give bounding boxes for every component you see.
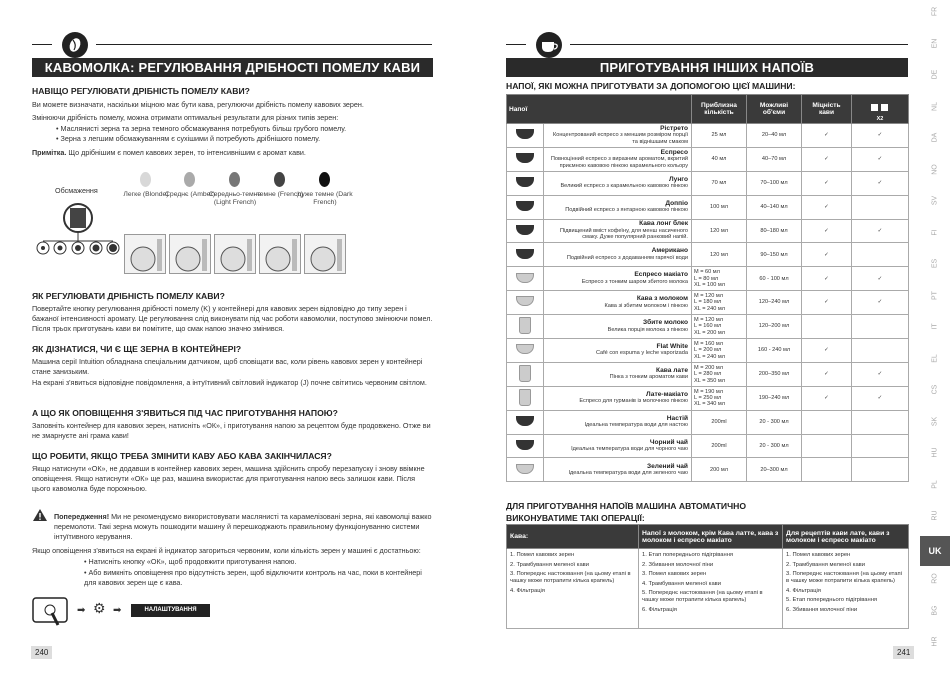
volume-cell: 160 - 240 мл	[747, 339, 802, 363]
drink-description: Великий еспресо з карамельною кавовою пінкою	[560, 183, 688, 190]
x2-cell	[852, 315, 909, 339]
grind-illustration	[304, 234, 346, 274]
drink-cell	[544, 291, 692, 315]
language-tab-sv[interactable]: SV	[931, 195, 939, 206]
drink-name: Кава лате	[656, 366, 688, 374]
section-heading: ЯК РЕГУЛЮВАТИ ДРІБНІСТЬ ПОМЕЛУ КАВИ?	[32, 291, 225, 301]
volume-cell: 80–180 мл	[747, 219, 802, 243]
quantity-cell: M = 120 мл L = 180 мл XL = 240 мл	[692, 291, 747, 315]
x2-cell: ✓	[852, 291, 909, 315]
left-page	[0, 0, 470, 674]
grind-illustration	[169, 234, 211, 274]
drink-description: Café con espuma y leche vaporizada	[595, 350, 688, 357]
volume-cell: 90–150 мл	[747, 243, 802, 267]
drink-description: Подвійний еспресо з янтарною кавовою пінкою	[565, 207, 688, 214]
section-heading: А ЩО ЯК ОПОВІЩЕННЯ З'ЯВИТЬСЯ ПІД ЧАС ПРИГОТУВАННЯ НАПОЮ?	[32, 408, 338, 418]
roast-name: Легке (Blonde)	[123, 191, 169, 198]
cup-icon	[516, 177, 534, 187]
roast-name: Середньо-темне (Light French)	[208, 191, 262, 206]
drink-description: Повноцінний еспресо з виразним ароматом, вкритий приємною кавовою пінкою карамельного кольору	[550, 156, 688, 169]
drink-cell	[544, 315, 692, 339]
arrow-icon: ➡	[77, 605, 86, 616]
cup-icon	[516, 201, 534, 211]
cup-icon	[516, 296, 534, 306]
x2-cell: ✓	[852, 267, 909, 291]
strength-cell: ✓	[802, 339, 852, 363]
drink-image	[507, 124, 544, 148]
operation-step: 2. Трамбування меленої кави	[510, 561, 589, 568]
table-header-row	[507, 525, 909, 549]
table-row	[507, 386, 909, 410]
grind-illustration	[214, 234, 256, 274]
language-tab-de[interactable]: DE	[931, 69, 939, 80]
arrow-icon: ➡	[113, 605, 122, 616]
drink-name: Еспресо	[660, 148, 688, 156]
volume-cell: 20–300 мл	[747, 458, 802, 482]
bullet: • Або вимкніть оповіщення про відсутність зерен, щоб відключити контроль на час, поки в контейнері для кавових зерен ще є кава.	[84, 568, 422, 587]
warning-text: Попередження! Ми не рекомендуємо використовувати маслянисті та карамелізовані зерна, які кавомолці важко перемолоти. Такі зерна можуть пошкодити машину й перешкоджають правильному функціонуванню системи інтуїтивного керування.	[54, 512, 432, 541]
cup-icon	[519, 365, 531, 382]
paragraph: Змінюючи дрібність помелу, можна отримати оптимальні результати для різних типів зерен:	[32, 113, 339, 122]
dark-french-bean-icon	[319, 172, 330, 187]
x2-cell: ✓	[852, 124, 909, 148]
language-tab-uk[interactable]: UK	[920, 536, 950, 566]
cup-icon	[516, 225, 534, 235]
table-row	[507, 458, 909, 482]
operation-step: 1. Етап попереднього підігрівання	[642, 552, 734, 558]
warning-icon	[32, 508, 48, 522]
column-header: Приблизна кількість	[692, 95, 747, 124]
strength-cell: ✓	[802, 267, 852, 291]
language-tab-cs[interactable]: CS	[931, 384, 939, 395]
drink-image	[507, 362, 544, 386]
roast-name: дуже темне (Dark French)	[297, 191, 353, 206]
operation-step: 5. Попереднє настоювання (на цьому етапі в чашку може потрапити кілька крапель)	[642, 590, 763, 603]
drink-cell	[544, 243, 692, 267]
grinder-diagram	[28, 196, 128, 266]
drink-cell	[544, 386, 692, 410]
quantity-cell: 120 мл	[692, 243, 747, 267]
drink-name: Американо	[651, 247, 688, 255]
quantity-cell: 70 мл	[692, 171, 747, 195]
quantity-cell: 100 мл	[692, 195, 747, 219]
paragraph: Якщо натиснути «ОК», не додавши в контейнер кавових зерен, машина здійснить спробу перезапуску і знову ввімкне оповіщення. Якщо натиснути «ОК» ще раз, машина використає для приготування напою весь залишок кави. Після цього кавомолка буде порожньою.	[32, 464, 425, 493]
drink-name: Лунго	[669, 175, 688, 183]
quantity-cell: 25 мл	[692, 124, 747, 148]
language-tab-pt[interactable]: PT	[931, 290, 939, 300]
drink-image	[507, 147, 544, 171]
section-heading: ДЛЯ ПРИГОТУВАННЯ НАПОЇВ МАШИНА АВТОМАТИЧНО ВИКОНУВАТИМЕ ТАКІ ОПЕРАЦІЇ:	[506, 501, 746, 523]
drink-image	[507, 243, 544, 267]
language-tab-nl[interactable]: NL	[931, 101, 939, 111]
drink-cell	[544, 458, 692, 482]
table-header-row	[507, 95, 909, 124]
paragraph: Машина серії Intuition обладнана спеціальним датчиком, щоб сповіщати вас, коли рівень кавових зерен у контейнері стане занизьким.	[32, 357, 423, 376]
section-heading: НАВІЩО РЕГУЛЮВАТИ ДРІБНІСТЬ ПОМЕЛУ КАВИ?	[32, 86, 250, 96]
x2-cell: ✓	[852, 147, 909, 171]
x2-cell: ✓	[852, 386, 909, 410]
drink-description: Концентрований еспресо з меншим розміром порції та віднішшим смаком	[552, 132, 688, 145]
rule	[570, 44, 908, 45]
drink-description: Ідеальна температура води для зеленого чаю	[568, 469, 688, 476]
strength-cell: ✓	[802, 362, 852, 386]
table-row	[507, 171, 909, 195]
rule	[506, 44, 526, 45]
x2-cell: ✓	[852, 219, 909, 243]
column-header: Напої з молоком, крім Кава латте, кава з молоком і еспресо макіато	[639, 525, 783, 549]
drink-name: Flat White	[656, 343, 688, 351]
x2-cell: ✓	[852, 362, 909, 386]
quantity-cell: 200ml	[692, 410, 747, 434]
quantity-cell: 200 мл	[692, 458, 747, 482]
drink-description: Кава зі збитим молоком і пінкою	[604, 302, 688, 309]
strength-cell: ✓	[802, 195, 852, 219]
strength-cell: ✓	[802, 243, 852, 267]
cup-icon	[519, 389, 531, 406]
table-row	[507, 339, 909, 363]
drink-name: Рістрето	[660, 124, 688, 132]
operation-step: 4. Фільтрація	[786, 587, 821, 594]
drink-cell	[544, 195, 692, 219]
operation-step: 3. Помел кавових зерен	[642, 571, 707, 577]
column-header: Міцність кави	[802, 95, 852, 124]
coffee-bean-icon	[62, 32, 88, 58]
drink-description: Еспресо для гурманів із молочною пінкою	[579, 398, 688, 405]
drink-image	[507, 267, 544, 291]
column-header: Можливі об'єми	[747, 95, 802, 124]
drink-name: Настій	[666, 414, 688, 422]
x2-cell	[852, 195, 909, 219]
table-row	[507, 219, 909, 243]
drink-description: Подвійний еспресо з додаванням гарячої води	[566, 254, 688, 261]
operation-step: 1. Помел кавових зерен	[510, 552, 575, 558]
drink-name: Доппіо	[665, 199, 688, 207]
drink-cell	[544, 339, 692, 363]
volume-cell: 40–140 мл	[747, 195, 802, 219]
table-row	[507, 434, 909, 458]
drink-description: Ідеальна температура води для чорного чаю	[571, 446, 688, 453]
drink-name: Чорний чай	[649, 438, 688, 446]
settings-button[interactable]: НАЛАШТУВАННЯ	[131, 604, 210, 617]
cup-icon	[516, 464, 534, 474]
roast-name: Среднє (Amber)	[165, 191, 215, 198]
operation-step: 2. Збивання молочної піни	[642, 561, 714, 568]
paragraph: Повертайте кнопку регулювання дрібності помелу (K) у контейнері для кавових зерен відповідно до типу зерен і бажаної інтенсивності аромату. Це регулювання слід виконувати під час роботи кавомолки, поступово змінюючи помел. Після трьох приготувань кави ви помітите, що смак напою значно змінився.	[32, 304, 433, 333]
operation-step: 3. Попереднє настоювання (на цьому етапі в чашку може потрапити кілька крапель)	[510, 571, 631, 584]
language-tab-no[interactable]: NO	[931, 163, 939, 175]
operation-step: 6. Фільтрація	[642, 606, 677, 613]
drinks-table	[506, 94, 909, 482]
cup-icon	[536, 32, 562, 58]
paragraph: Заповніть контейнер для кавових зерен, натисніть «ОК», і приготування напою за рецептом буде продовжено. Отже ви не змарнуєте ані грама кави!	[32, 421, 431, 440]
language-tab-fi[interactable]: FI	[931, 228, 939, 236]
table-row	[507, 315, 909, 339]
language-tab-en[interactable]: EN	[931, 38, 939, 48]
paragraph: Якщо оповіщення з'явиться на екрані й індикатор загориться червоним, коли кількість зерен у машині є достатньою:	[32, 546, 421, 555]
drink-cell	[544, 147, 692, 171]
drink-cell	[544, 410, 692, 434]
x2-cell	[852, 243, 909, 267]
operation-step: 3. Попереднє настоювання (на цьому етапі в чашку може потрапити кілька крапель)	[786, 571, 902, 584]
cup-icon	[516, 273, 534, 283]
strength-cell	[802, 434, 852, 458]
language-tab-fr[interactable]: FR	[931, 6, 939, 17]
column-header: Напої	[507, 95, 692, 124]
drink-cell	[544, 124, 692, 148]
volume-cell: 200–350 мл	[747, 362, 802, 386]
language-tab-sk[interactable]: SK	[931, 416, 939, 426]
operation-step: 5. Етап попереднього підігрівання	[786, 597, 878, 603]
table-row	[507, 195, 909, 219]
drink-description: Еспресо з тонким шаром збитого молока	[581, 278, 688, 285]
quantity-cell: 200ml	[692, 434, 747, 458]
operation-step: 2. Трамбування меленої кави	[786, 561, 865, 568]
strength-cell	[802, 410, 852, 434]
grind-illustration	[259, 234, 301, 274]
language-tab-ru[interactable]: RU	[931, 510, 939, 521]
cup-icon	[519, 317, 531, 334]
table-row	[507, 291, 909, 315]
double-cup-icon	[869, 102, 891, 114]
french-bean-icon	[274, 172, 285, 187]
cup-icon	[516, 153, 534, 163]
column-header: Кава:	[507, 525, 639, 549]
strength-cell	[802, 315, 852, 339]
drink-name: Лате-макіато	[646, 390, 688, 398]
strength-cell: ✓	[802, 124, 852, 148]
drink-image	[507, 434, 544, 458]
grind-illustration	[124, 234, 166, 274]
light-french-bean-icon	[229, 172, 240, 187]
drink-image	[507, 171, 544, 195]
drink-cell	[544, 267, 692, 291]
quantity-cell: M = 200 мл L = 280 мл XL = 350 мл	[692, 362, 747, 386]
bullet: • Маслянисті зерна та зерна темного обсмажування потребують більш грубого помелу.	[56, 124, 347, 133]
quantity-cell: M = 60 мл L = 80 мл XL = 100 мл	[692, 267, 747, 291]
language-tab-hr[interactable]: HR	[931, 636, 939, 647]
page-number: 240	[31, 646, 52, 659]
x2-cell	[852, 339, 909, 363]
drink-image	[507, 386, 544, 410]
drink-cell	[544, 219, 692, 243]
drink-image	[507, 458, 544, 482]
volume-cell: 40–70 мл	[747, 147, 802, 171]
drink-cell	[544, 434, 692, 458]
table-row	[507, 243, 909, 267]
page-title: КАВОМОЛКА: РЕГУЛЮВАННЯ ДРІБНОСТІ ПОМЕЛУ КАВИ	[32, 58, 433, 77]
section-heading: НАПОЇ, ЯКІ МОЖНА ПРИГОТУВАТИ ЗА ДОПОМОГОЮ ЦІЄЇ МАШИНИ:	[506, 81, 796, 91]
drink-description: Пінка з тонким ароматом кави	[609, 374, 688, 381]
volume-cell: 120–240 мл	[747, 291, 802, 315]
language-tab-da[interactable]: DA	[931, 132, 939, 143]
strength-cell: ✓	[802, 386, 852, 410]
volume-cell: 20 - 300 мл	[747, 434, 802, 458]
language-tab-pl[interactable]: PL	[931, 479, 939, 489]
drink-description: Велика порція молока з пінкою	[607, 326, 688, 333]
amber-bean-icon	[184, 172, 195, 187]
page-title: ПРИГОТУВАННЯ ІНШИХ НАПОЇВ	[506, 58, 908, 77]
drink-name: Зелений чай	[646, 462, 688, 470]
drink-image	[507, 339, 544, 363]
volume-cell: 20 - 300 мл	[747, 410, 802, 434]
table-row	[507, 362, 909, 386]
volume-cell: 20–40 мл	[747, 124, 802, 148]
table-row	[507, 147, 909, 171]
drink-image	[507, 291, 544, 315]
language-tab-bg[interactable]: BG	[931, 604, 939, 616]
roast-label: Обсмаження	[55, 186, 98, 195]
drink-name: Кава з молоком	[636, 295, 688, 303]
cup-icon	[516, 416, 534, 426]
strength-cell: ✓	[802, 171, 852, 195]
cup-icon	[516, 440, 534, 450]
roast-name: темне (French)	[256, 191, 304, 198]
volume-cell: 70–100 мл	[747, 171, 802, 195]
x2-cell	[852, 434, 909, 458]
bullet: • Зерна з легшим обсмажуванням є сухішими й потребують дрібнішого помелу.	[56, 134, 321, 143]
table-row	[507, 410, 909, 434]
volume-cell: 120–200 мл	[747, 315, 802, 339]
x2-cell	[852, 410, 909, 434]
touch-screen-icon	[32, 597, 72, 627]
rule	[96, 44, 432, 45]
rule	[32, 44, 52, 45]
quantity-cell: M = 190 мл L = 250 мл XL = 340 мл	[692, 386, 747, 410]
drink-image	[507, 315, 544, 339]
cup-icon	[516, 249, 534, 259]
note: Примітка. Що дрібнішим є помел кавових зерен, то інтенсивнішим є аромат кави.	[32, 148, 306, 157]
gear-icon: ⚙	[93, 600, 106, 616]
table-row	[507, 124, 909, 148]
operation-step: 4. Фільтрація	[510, 587, 545, 594]
language-tab-it[interactable]: IT	[931, 323, 939, 330]
strength-cell	[802, 458, 852, 482]
strength-cell: ✓	[802, 147, 852, 171]
language-tab-hu[interactable]: HU	[931, 447, 939, 458]
strength-cell: ✓	[802, 291, 852, 315]
quantity-cell: M = 120 мл L = 160 мл XL = 200 мл	[692, 315, 747, 339]
cup-icon	[516, 344, 534, 354]
language-tab-ro[interactable]: RO	[931, 573, 939, 584]
operations-table	[506, 524, 909, 629]
paragraph: Ви можете визначати, наскільки міцною має бути кава, регулюючи дрібність помелу кавових зерен.	[32, 100, 364, 109]
drink-description: Підвищений вміст кофеїну, для менш насиченого смаку. Дуже популярний ранковий напій.	[560, 227, 688, 241]
quantity-cell: M = 160 мл L = 200 мл XL = 240 мл	[692, 339, 747, 363]
drink-cell	[544, 171, 692, 195]
light-bean-icon	[140, 172, 151, 187]
volume-cell: 190–240 мл	[747, 386, 802, 410]
column-header: Для рецептів кави лате, кави з молоком і еспресо макіато	[783, 525, 909, 549]
quantity-cell: 40 мл	[692, 147, 747, 171]
x2-cell	[852, 458, 909, 482]
drink-image	[507, 219, 544, 243]
table-row	[507, 267, 909, 291]
drink-name: Збите молоко	[642, 319, 688, 327]
language-tab-el[interactable]: EL	[931, 353, 939, 363]
page-number: 241	[893, 646, 914, 659]
language-tab-es[interactable]: ES	[931, 258, 939, 269]
language-tabs	[920, 0, 950, 674]
bullet: • Натисніть кнопку «ОК», щоб продовжити приготування напою.	[84, 557, 297, 566]
table-row	[507, 549, 909, 629]
quantity-cell: 120 мл	[692, 219, 747, 243]
drink-image	[507, 410, 544, 434]
strength-cell: ✓	[802, 219, 852, 243]
operation-step: 6. Збивання молочної піни	[786, 606, 858, 613]
volume-cell: 60 - 100 мл	[747, 267, 802, 291]
operation-step: 4. Трамбування меленої кави	[642, 580, 721, 587]
drink-name: Кава лонг блек	[639, 220, 688, 228]
drink-cell	[544, 362, 692, 386]
x2-cell: ✓	[852, 171, 909, 195]
cup-icon	[516, 129, 534, 139]
x2-column-header: X2	[852, 95, 909, 124]
paragraph: На екрані з'явиться відповідне повідомлення, а інтуїтивний світловий індикатор (J) почне світитись червоним світлом.	[32, 378, 427, 387]
drink-name: Еспресо макіато	[634, 271, 688, 279]
drink-description: Ідеальна температура води для настою	[584, 422, 688, 429]
section-heading: ЯК ДІЗНАТИСЯ, ЧИ Є ЩЕ ЗЕРНА В КОНТЕЙНЕРІ?	[32, 344, 242, 354]
drink-image	[507, 195, 544, 219]
section-heading: ЩО РОБИТИ, ЯКЩО ТРЕБА ЗМІНИТИ КАВУ АБО КАВА ЗАКІНЧИЛАСЯ?	[32, 451, 332, 461]
operation-step: 1. Помел кавових зерен	[786, 552, 851, 558]
